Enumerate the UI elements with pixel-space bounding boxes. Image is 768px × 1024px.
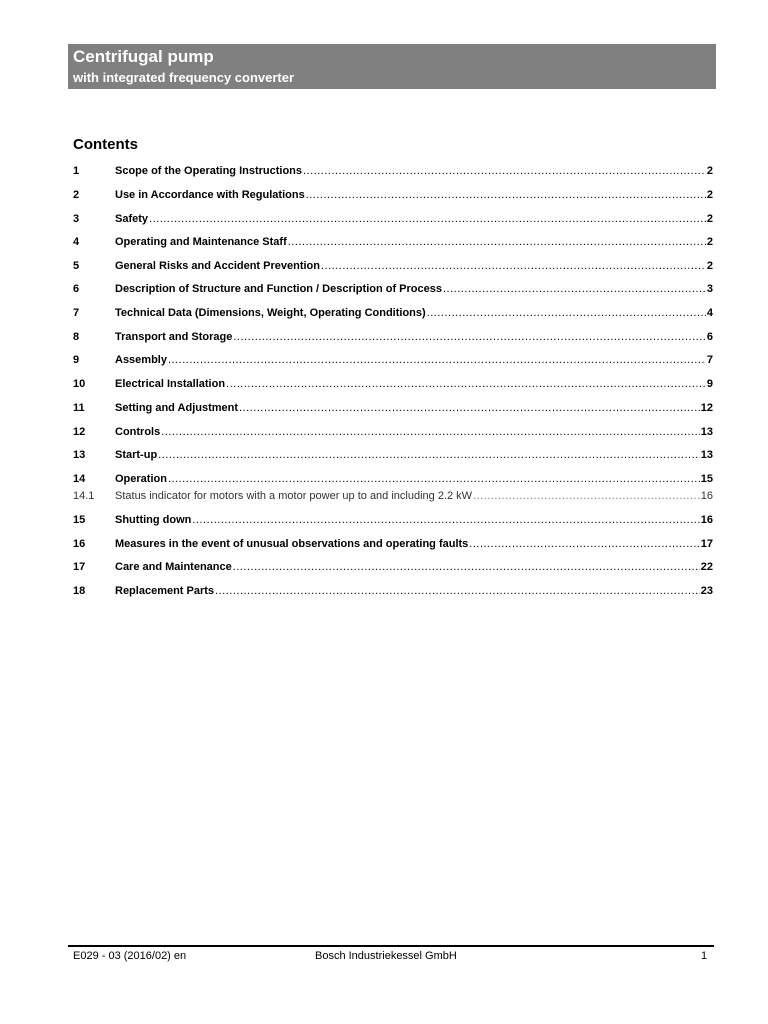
toc-entry[interactable] [73, 234, 713, 250]
toc-entry-number: 7 [73, 307, 80, 319]
toc-leader-dots [306, 187, 706, 203]
toc-entry-title: Assembly [115, 354, 167, 366]
toc-entry-title: Replacement Parts [115, 585, 215, 597]
toc-entry[interactable] [73, 400, 713, 416]
toc-subentry[interactable] [73, 488, 713, 504]
toc-entry-number: 18 [73, 585, 86, 597]
toc-entry-number: 16 [73, 538, 86, 550]
toc-entry-number: 5 [73, 260, 80, 272]
toc-entry-page: 2 [706, 236, 713, 248]
toc-entry[interactable] [73, 447, 713, 463]
toc-entry-number: 17 [73, 561, 86, 573]
document-header-band [68, 44, 716, 89]
toc-entry-page: 13 [700, 426, 713, 438]
toc-entry[interactable] [73, 163, 713, 179]
toc-leader-dots [288, 234, 706, 250]
toc-entry[interactable] [73, 424, 713, 440]
toc-leader-dots [168, 352, 706, 368]
toc-entry-number: 3 [73, 213, 80, 225]
toc-leader-dots [427, 305, 706, 321]
toc-entry-title: Care and Maintenance [115, 561, 232, 573]
toc-entry-page: 2 [706, 189, 713, 201]
toc-entry-page: 6 [706, 331, 713, 343]
toc-entry-page: 22 [700, 561, 713, 573]
toc-leader-dots [233, 329, 706, 345]
footer-document-code: E029 - 03 (2016/02) en [73, 950, 187, 962]
contents-heading: Contents [73, 136, 138, 153]
toc-entry-number: 4 [73, 236, 80, 248]
toc-entry-title: Measures in the event of unusual observations and operating faults [115, 538, 469, 550]
toc-entry-number: 8 [73, 331, 80, 343]
toc-leader-dots [149, 211, 706, 227]
toc-entry-title: Operating and Maintenance Staff [115, 236, 287, 248]
toc-entry[interactable] [73, 258, 713, 274]
toc-leader-dots [192, 512, 699, 528]
toc-entry[interactable] [73, 559, 713, 575]
toc-entry-page: 17 [700, 538, 713, 550]
toc-entry[interactable] [73, 352, 713, 368]
toc-entry-title: Safety [115, 213, 149, 225]
document-title: Centrifugal pump [73, 47, 214, 66]
toc-entry-number: 2 [73, 189, 80, 201]
toc-entry-page: 15 [700, 473, 713, 485]
toc-entry-page: 4 [706, 307, 713, 319]
toc-entry-page: 23 [700, 585, 713, 597]
toc-entry-page: 16 [700, 490, 713, 502]
toc-entry-number: 14.1 [73, 490, 95, 502]
toc-entry-title: Use in Accordance with Regulations [115, 189, 305, 201]
toc-leader-dots [321, 258, 706, 274]
toc-entry-title: Shutting down [115, 514, 192, 526]
toc-entry[interactable] [73, 211, 713, 227]
toc-leader-dots [443, 281, 706, 297]
toc-leader-dots [239, 400, 700, 416]
toc-leader-dots [303, 163, 706, 179]
toc-entry-number: 12 [73, 426, 86, 438]
toc-entry[interactable] [73, 187, 713, 203]
toc-entry-title: Status indicator for motors with a motor power up to and including 2.2 kW [115, 490, 473, 502]
toc-leader-dots [469, 536, 699, 552]
toc-entry-title: Setting and Adjustment [115, 402, 239, 414]
toc-entry-number: 1 [73, 165, 80, 177]
toc-leader-dots [233, 559, 700, 575]
toc-entry-title: Transport and Storage [115, 331, 233, 343]
document-subtitle: with integrated frequency converter [73, 70, 295, 85]
toc-entry-title: Start-up [115, 449, 158, 461]
toc-entry-page: 2 [706, 213, 713, 225]
toc-entry-title: Controls [115, 426, 161, 438]
toc-entry[interactable] [73, 536, 713, 552]
footer-divider [68, 945, 714, 947]
toc-entry-title: Operation [115, 473, 167, 485]
toc-entry[interactable] [73, 329, 713, 345]
toc-entry-page: 3 [706, 283, 713, 295]
toc-entry-number: 11 [73, 402, 85, 414]
toc-entry-title: Scope of the Operating Instructions [115, 165, 303, 177]
toc-entry-page: 2 [706, 165, 713, 177]
toc-entry-title: Electrical Installation [115, 378, 226, 390]
toc-leader-dots [161, 424, 700, 440]
toc-entry-page: 13 [700, 449, 713, 461]
toc-entry-title: General Risks and Accident Prevention [115, 260, 320, 272]
toc-entry-title: Technical Data (Dimensions, Weight, Operating Conditions) [115, 307, 426, 319]
toc-entry-number: 15 [73, 514, 86, 526]
toc-entry[interactable] [73, 512, 713, 528]
toc-entry[interactable] [73, 471, 713, 487]
toc-entry-number: 9 [73, 354, 80, 366]
toc-entry[interactable] [73, 583, 713, 599]
toc-leader-dots [226, 376, 706, 392]
toc-leader-dots [215, 583, 700, 599]
footer-page-number: 1 [701, 950, 708, 962]
toc-entry-page: 16 [700, 514, 713, 526]
toc-entry-page: 2 [706, 260, 713, 272]
toc-entry-page: 9 [706, 378, 713, 390]
toc-entry-number: 14 [73, 473, 86, 485]
toc-entry-page: 12 [700, 402, 713, 414]
toc-leader-dots [158, 447, 700, 463]
toc-entry-page: 7 [706, 354, 713, 366]
toc-leader-dots [473, 488, 700, 504]
toc-entry-title: Description of Structure and Function / Description of Process [115, 283, 442, 295]
toc-leader-dots [168, 471, 700, 487]
toc-entry-number: 10 [73, 378, 86, 390]
toc-entry-number: 6 [73, 283, 80, 295]
toc-entry[interactable] [73, 281, 713, 297]
footer-company: Bosch Industriekessel GmbH [315, 950, 457, 962]
toc-entry-number: 13 [73, 449, 86, 461]
toc-entry[interactable] [73, 376, 713, 392]
toc-entry[interactable] [73, 305, 713, 321]
